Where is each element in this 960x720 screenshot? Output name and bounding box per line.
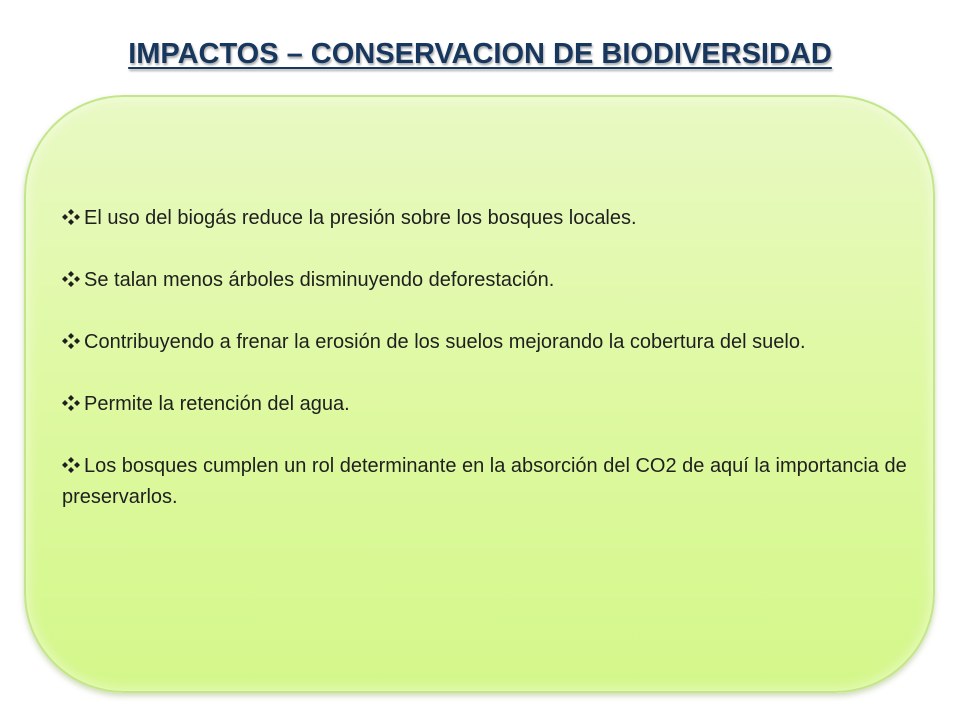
bullet-text: Los bosques cumplen un rol determinante en la absorción del CO2 de aquí la importancia de preservarlos. [62,455,907,508]
bullet-item [62,203,912,234]
bullet-text: Contribuyendo a frenar la erosión de los suelos mejorando la cobertura del suelo. [84,331,806,353]
bullet-item [62,389,912,420]
bullet-item [62,265,912,296]
bullet-list [62,203,912,513]
bullet-item [62,327,912,358]
slide-title: IMPACTOS – CONSERVACION DE BIODIVERSIDAD [128,38,832,70]
bullet-text: Permite la retención del agua. [84,393,350,415]
diamond-bullet-icon [62,457,82,473]
bullet-item [62,451,912,513]
diamond-bullet-icon [62,333,82,349]
bullet-text: Se talan menos árboles disminuyendo deforestación. [84,269,555,291]
bullet-text: El uso del biogás reduce la presión sobre los bosques locales. [84,207,637,229]
diamond-bullet-icon [62,395,82,411]
diamond-bullet-icon [62,209,82,225]
diamond-bullet-icon [62,271,82,287]
